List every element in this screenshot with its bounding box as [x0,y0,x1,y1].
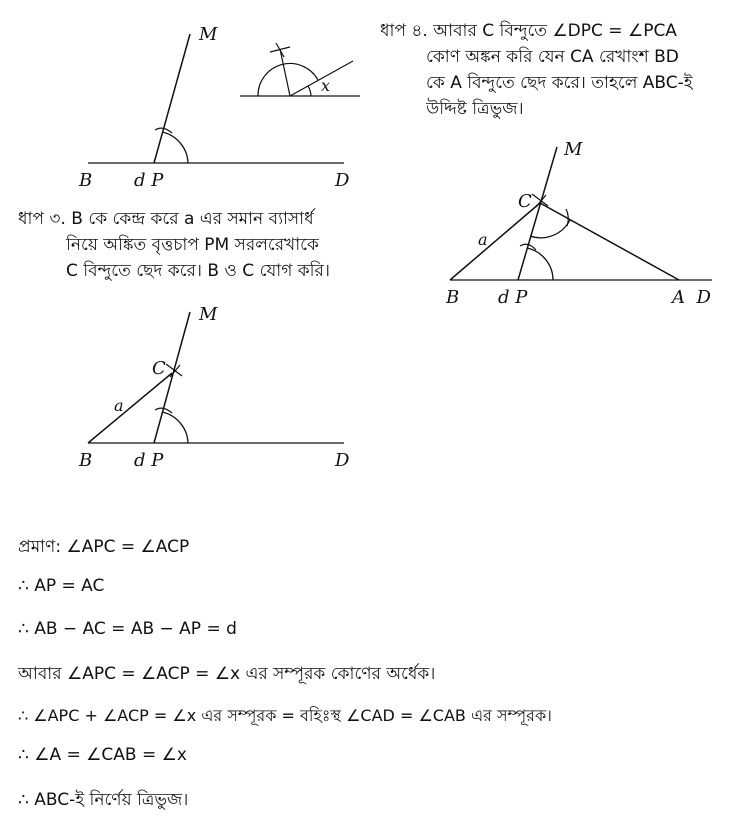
step3-line1: ধাপ ৩. B কে কেন্দ্র করে a এর সমান ব্যাসার্ধ [18,209,314,229]
step4-line2: কোণ অঙ্কন করি যেন CA রেখাংশ BD [426,47,679,67]
angle-arc-large [258,63,318,96]
label-m: M [199,24,218,45]
label-x: x [321,76,331,95]
figure-step4 [430,135,740,315]
figure-angle-x [235,35,365,105]
line-pm [154,34,190,163]
label-d: D [335,170,350,191]
proof-line-4: আবার ∠APC = ∠ACP = ∠x এর সম্পূরক কোণের অর্ধেক। [18,664,436,684]
line-bc-3 [450,203,540,280]
label-d-2: D [335,450,350,471]
step3-line2: নিয়ে অঙ্কিত বৃত্তচাপ PM সরলরেখাকে [66,235,319,255]
step3-line3: C বিন্দুতে ছেদ করে। B ও C যোগ করি। [66,261,330,281]
step4-line4: উদ্দিষ্ট ত্রিভুজ। [426,99,524,119]
proof-line-1: প্রমাণ: ∠APC = ∠ACP [18,537,190,557]
label-m-2: M [199,304,218,325]
step4-line3: কে A বিন্দুতে ছেদ করে। তাহলে ABC-ই [426,73,693,93]
angle-arc-small [308,86,311,96]
label-dp-2: d P [134,450,164,471]
label-b: B [79,170,93,191]
label-ad-3: A D [672,287,711,308]
proof-line-6: ∴ ∠A = ∠CAB = ∠x [18,745,187,765]
step3-text [18,206,388,284]
label-dp-3: d P [498,287,528,308]
line-pm-3 [518,147,557,280]
arc-cross [270,43,290,57]
angle-arc [162,132,188,163]
label-c-2: C [152,358,166,379]
label-dp: d P [134,170,164,191]
angle-arc-p [527,248,553,280]
label-m-3: M [564,139,583,160]
figure-step3 [0,300,380,480]
label-c-3: C [518,191,532,212]
angle-arc-c [530,220,570,238]
label-a-2: a [114,396,124,415]
proof-line-7: ∴ ABC-ই নির্ণেয় ত্রিভুজ। [18,790,189,810]
step4-text [380,18,740,122]
proof-line-3: ∴ AB − AC = AB − AP = d [18,619,237,639]
angle-bisector [280,49,290,96]
label-a-3: a [478,230,488,249]
label-b-3: B [446,287,460,308]
proof-line-2: ∴ AP = AC [18,576,105,596]
angle-arc-2 [162,412,188,443]
line-ca-3 [540,203,679,280]
label-b-2: B [79,450,93,471]
step4-line1: ধাপ ৪. আবার C বিন্দুতে ∠DPC = ∠PCA [380,21,677,41]
proof-line-5: ∴ ∠APC + ∠ACP = ∠x এর সম্পূরক = বহিঃস্থ ∠CAD = ∠CAB এর সম্পূরক। [18,706,552,725]
